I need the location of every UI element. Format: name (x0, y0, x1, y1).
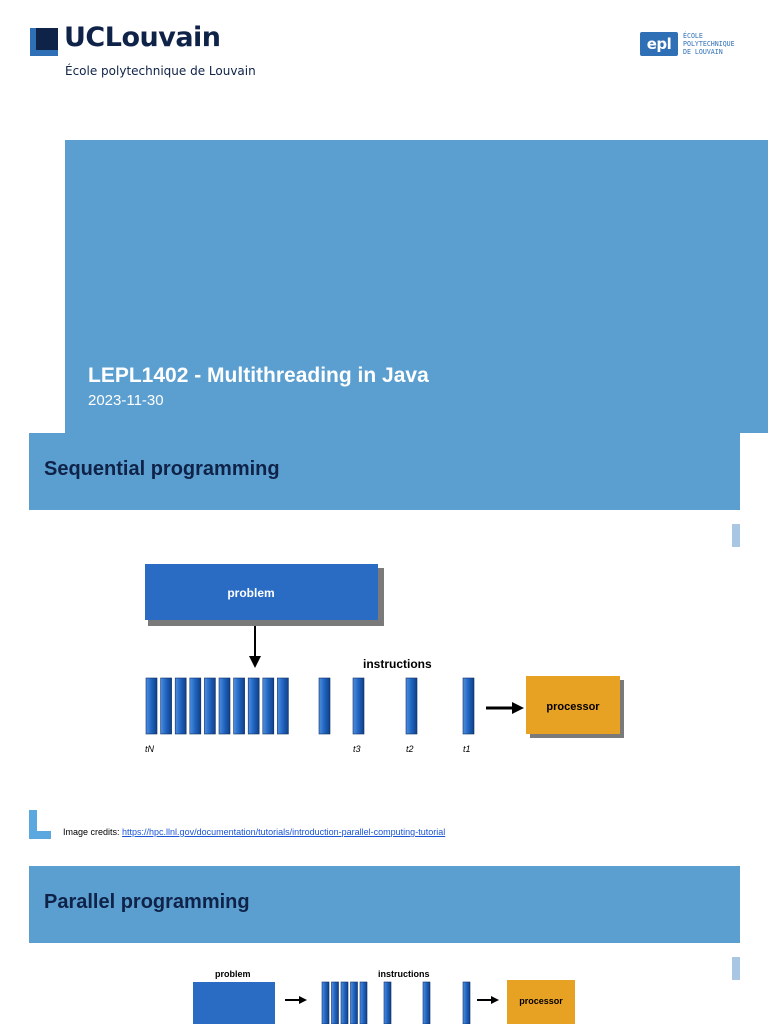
time-label: t3 (353, 744, 361, 754)
epl-text-line: ÉCOLE (683, 32, 703, 40)
instruction-bar (219, 678, 230, 734)
instruction-bar (353, 678, 364, 734)
instructions-label: instructions (378, 969, 430, 979)
slide-title: LEPL1402 - Multithreading in Java (88, 364, 429, 387)
instruction-bar (263, 678, 274, 734)
epl-logo-text (683, 32, 735, 56)
instruction-bar (204, 678, 215, 734)
credits-prefix: Image credits: (63, 827, 123, 837)
instruction-bar (234, 678, 245, 734)
instruction-bars (322, 982, 470, 1024)
instruction-bars (146, 678, 474, 734)
instruction-bar (384, 982, 391, 1024)
instruction-bar (360, 982, 367, 1024)
uclouvain-logo-mark (30, 28, 58, 56)
section-banner-parallel (29, 866, 740, 943)
instruction-bar (423, 982, 430, 1024)
instruction-bar (175, 678, 186, 734)
epl-text-line: POLYTECHNIQUE (683, 40, 735, 48)
instruction-bar (319, 678, 330, 734)
epl-logo (640, 32, 750, 58)
problem-label: problem (227, 586, 275, 600)
instruction-bar (161, 678, 172, 734)
right-arrow-head (491, 996, 499, 1004)
time-label: tN (145, 744, 154, 754)
instruction-bar (190, 678, 201, 734)
processor-label: processor (519, 996, 563, 1006)
epl-logo-mark: epl (640, 32, 678, 56)
problem-box (193, 982, 275, 1024)
time-label: t1 (463, 744, 471, 754)
instruction-bar (146, 678, 157, 734)
section-heading: Sequential programming (44, 458, 280, 480)
slide-marker (732, 524, 740, 547)
corner-bracket (29, 810, 51, 839)
image-credits (63, 827, 445, 837)
processor-label: processor (546, 701, 600, 713)
instruction-bar (341, 982, 348, 1024)
problem-label: problem (215, 969, 251, 979)
epl-text-line: DE LOUVAIN (683, 48, 723, 56)
parallel-diagram (185, 962, 585, 1024)
slide-marker (732, 957, 740, 980)
instruction-bar (322, 982, 329, 1024)
time-label: t2 (406, 744, 414, 754)
instruction-bar (351, 982, 358, 1024)
credits-link[interactable]: https://hpc.llnl.gov/documentation/tutorials/introduction-parallel-computing-tutorial (122, 827, 446, 837)
instruction-bar (277, 678, 288, 734)
uclouvain-logo (30, 22, 240, 56)
title-slide-block (65, 140, 768, 433)
slide-date: 2023-11-30 (88, 392, 164, 409)
section-banner-sequential (29, 433, 740, 510)
right-arrow-head (512, 702, 524, 714)
section-heading: Parallel programming (44, 891, 250, 913)
instruction-bar (332, 982, 339, 1024)
instruction-bar (406, 678, 417, 734)
instruction-bar (463, 678, 474, 734)
instructions-label: instructions (363, 657, 432, 671)
right-arrow-head (299, 996, 307, 1004)
university-name: UCLouvain (64, 22, 221, 53)
faculty-name: École polytechnique de Louvain (65, 64, 256, 78)
down-arrow-head (249, 656, 261, 668)
instruction-bar (248, 678, 259, 734)
sequential-diagram (138, 558, 628, 760)
instruction-bar (463, 982, 470, 1024)
